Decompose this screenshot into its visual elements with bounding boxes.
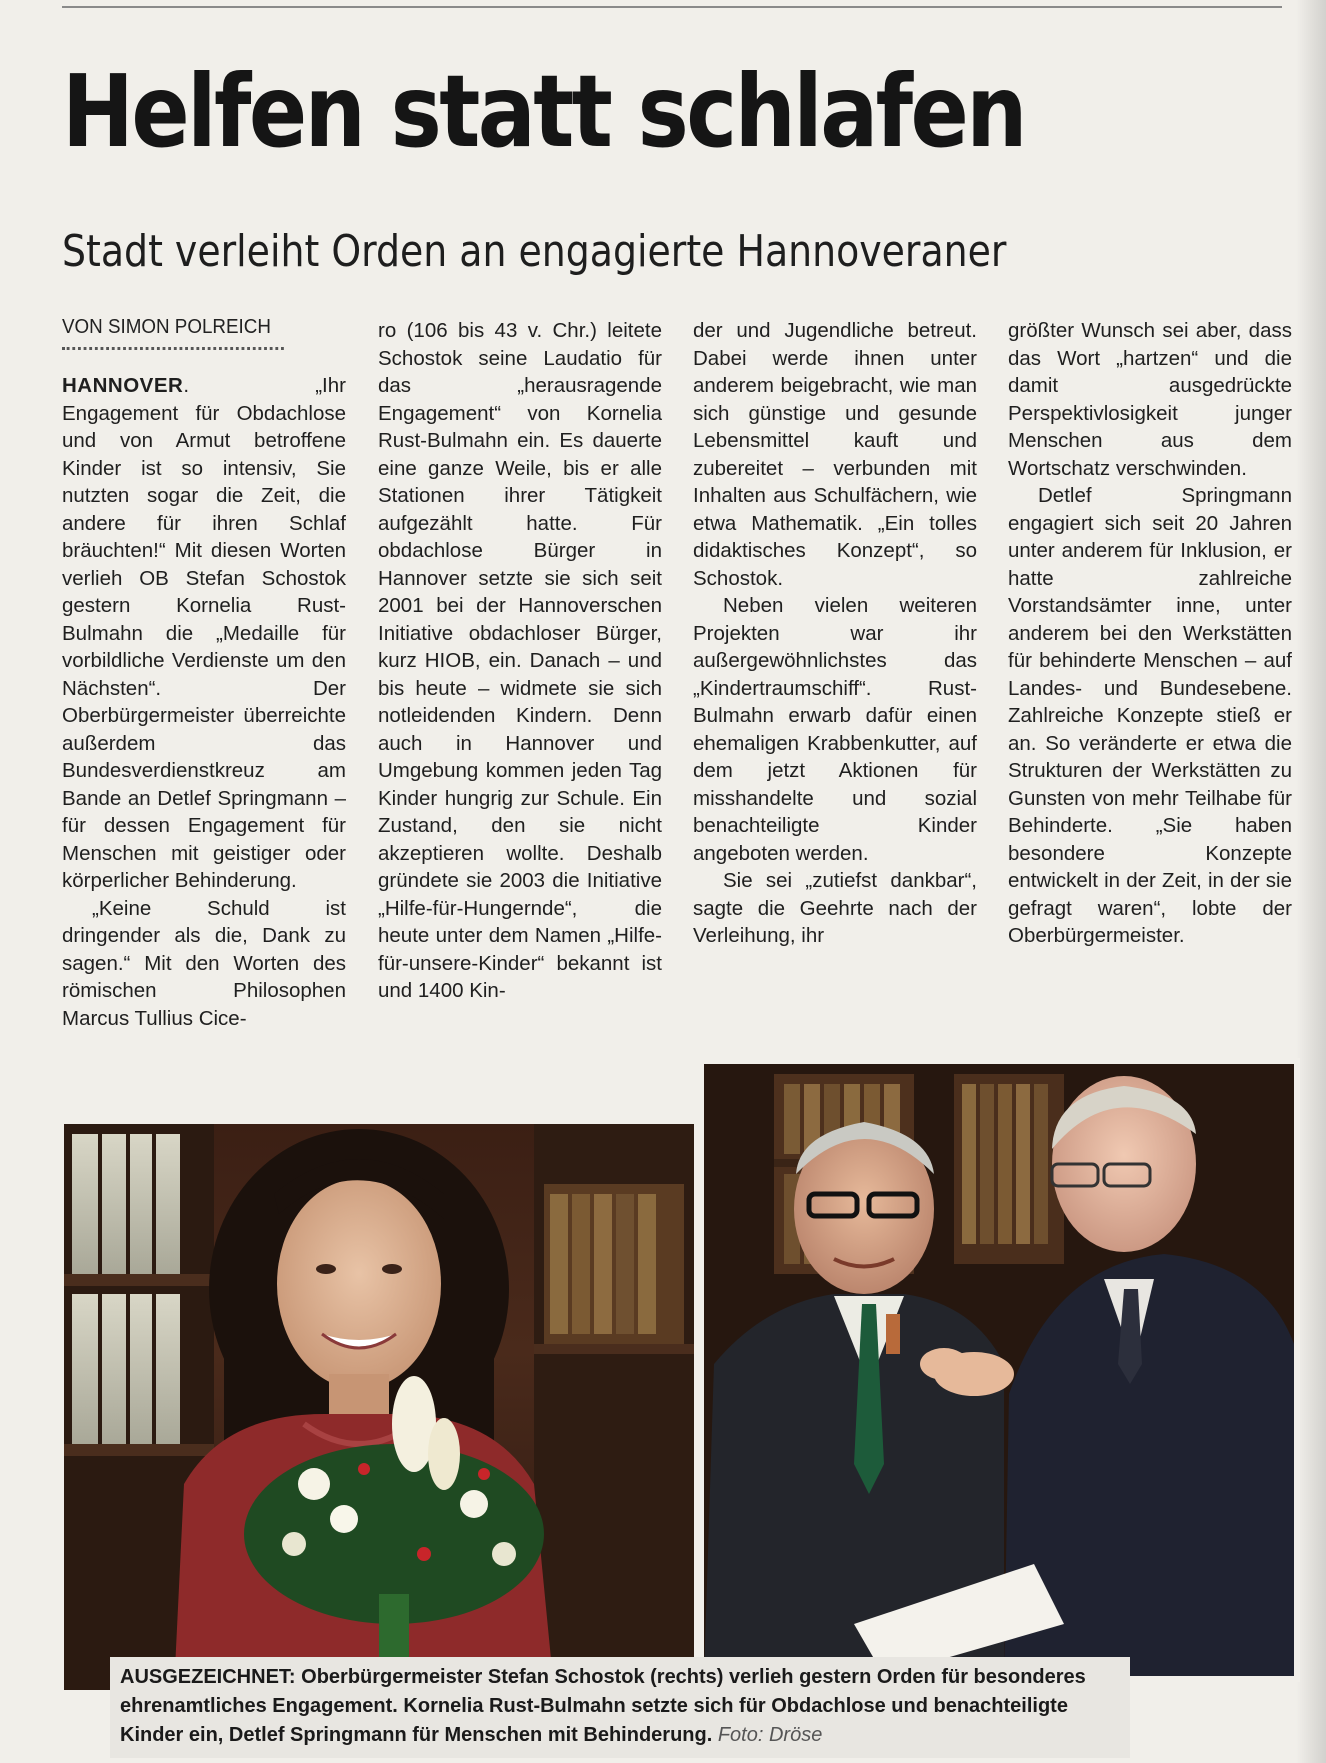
caption-lead: AUSGEZEICHNET: (120, 1666, 296, 1688)
article-column-3 (693, 317, 977, 950)
headline: Helfen statt schlafen (62, 53, 1025, 170)
article-column-2 (378, 317, 662, 1005)
dateline: HANNOVER (62, 374, 184, 397)
photo-detlef-springmann-award (698, 1058, 1300, 1682)
top-rule (62, 6, 1282, 8)
photo-kornelia-rust-bulmahn (64, 1124, 694, 1690)
caption-text: Oberbürgermeister Stefan Schostok (rechts) verlieh gestern Orden für besonderes ehrenamtliches Engagement. Kornelia Rust-Bulmahn setzte sich für Obdachlose und benachteiligte Kinder ein, Detlef Springmann für Menschen mit Behinderung. (120, 1666, 1086, 1746)
photo-caption (110, 1657, 1130, 1758)
subheadline: Stadt verleiht Orden an engagierte Hannoveraner (62, 226, 1007, 277)
photo-illustration (704, 1064, 1294, 1676)
paragraph: ro (106 bis 43 v. Chr.) leitete Schostok seine Laudatio für das „herausragende Engagement“ von Kornelia Rust-Bulmahn ein. Es dauerte eine ganze Weile, bis er alle Stationen ihrer Tätigkeit aufgezählt hatte. Für obdachlose Bürger in Hannover setzte sie sich seit 2001 bei der Hannoverschen Initiative obdachloser Bürger, kurz HIOB, ein. Danach – und bis heute – widmete sie sich notleidenden Kindern. Denn auch in Hannover und Umgebung kommen jeden Tag Kinder hungrig zur Schule. Ein Zustand, den sie nicht akzeptieren wollte. Deshalb gründete sie 2003 die Initiative „Hilfe-für-Hungernde“, die heute unter dem Namen „Hilfe-für-unsere-Kinder“ bekannt ist und 1400 Kin- (378, 319, 662, 1002)
paragraph (62, 372, 346, 895)
paragraph: Neben vielen weiteren Projekten war ihr außergewöhnlichstes das „Kindertraumschiff“. Rust-Bulmahn erwarb dafür einen ehemaligen Krabbenkutter, auf dem jetzt Aktionen für misshandelte und sozial benachteiligte Kinder angeboten werden. (693, 594, 977, 865)
paragraph-text: . „Ihr Engagement für Obdachlose und von Armut betroffene Kinder ist so intensiv, Sie nutzten sogar die Zeit, die andere für ihren Schlaf bräuchten!“ Mit diesen Worten verlieh OB Stefan Schostok gestern Kornelia Rust-Bulmahn die „Medaille für vorbildliche Verdienste um den Nächsten“. Der Oberbürgermeister überreichte außerdem das Bundesverdienstkreuz am Bande an Detlef Springmann – für dessen Engagement für Menschen mit geistiger oder körperlicher Behinderung. (62, 374, 346, 892)
byline: VON SIMON POLREICH (62, 317, 284, 350)
paragraph: der und Jugendliche betreut. Dabei werde ihnen unter anderem beigebracht, wie man sich günstige und gesunde Lebensmittel kauft und zubereitet – verbunden mit Inhalten aus Schulfächern, wie etwa Mathematik. „Ein tolles didaktisches Konzept“, so Schostok. (693, 319, 977, 590)
article-column-1 (62, 372, 346, 1032)
photo-illustration (64, 1124, 694, 1690)
paragraph: Sie sei „zutiefst dankbar“, sagte die Geehrte nach der Verleihung, ihr (693, 869, 977, 947)
paragraph: „Keine Schuld ist dringender als die, Dank zu sagen.“ Mit den Worten des römischen Philosophen Marcus Tullius Cice- (62, 896, 346, 1030)
paragraph: Detlef Springmann engagiert sich seit 20 Jahren unter anderem für Inklusion, er hatte zahlreiche Vorstandsämter inne, unter anderem bei den Werkstätten für behinderte Menschen – auf Landes- und Bundesebene. Zahlreiche Konzepte stieß er an. So veränderte er etwa die Strukturen der Werkstätten zu Gunsten von mehr Teilhabe für Behinderte. „Sie haben besondere Konzepte entwickelt in der Zeit, in der sie gefragt waren“, lobte der Oberbürgermeister. (1008, 484, 1292, 947)
article-column-4 (1008, 317, 1292, 950)
paragraph: größter Wunsch sei aber, dass das Wort „hartzen“ und die damit ausgedrückte Perspektivlosigkeit junger Menschen aus dem Wortschatz verschwinden. (1008, 319, 1292, 480)
photo-credit: Foto: Dröse (717, 1724, 823, 1746)
scan-edge-shadow (1296, 0, 1326, 1763)
